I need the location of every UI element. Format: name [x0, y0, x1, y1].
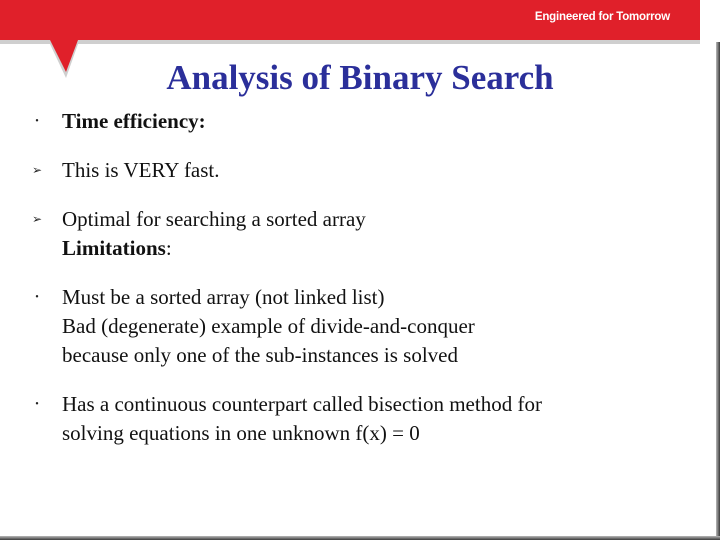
limitations-heading — [62, 234, 670, 263]
right-shadow-edge — [716, 42, 720, 540]
bullet-text: because only one of the sub-instances is solved — [62, 343, 458, 367]
bullet-text: This is VERY fast. — [62, 158, 220, 182]
bullet-bisection-method — [30, 390, 670, 448]
bullet-text: Optimal for searching a sorted array — [62, 207, 366, 231]
bullet-sorted-array-requirement — [30, 283, 670, 370]
dot-bullet-icon: • — [35, 292, 39, 303]
dot-bullet-icon: • — [35, 116, 39, 127]
arrow-bullet-icon: ➢ — [31, 212, 43, 226]
limitations-label: Limitations — [62, 236, 166, 260]
bottom-shadow-edge — [0, 536, 720, 540]
limitations-colon: : — [165, 236, 172, 260]
arrow-bullet-icon: ➢ — [31, 163, 43, 177]
bullet-text: Time efficiency: — [62, 109, 206, 133]
bullet-very-fast — [30, 156, 670, 185]
bullet-time-efficiency — [30, 107, 670, 136]
bullet-list — [30, 107, 670, 468]
bullet-optimal-sorted-array — [30, 205, 670, 263]
bullet-text: Has a continuous counterpart called bisection method for — [62, 392, 542, 416]
header-tagline: Engineered for Tomorrow — [534, 11, 670, 23]
dot-bullet-icon: • — [35, 399, 39, 410]
bullet-text: Bad (degenerate) example of divide-and-conquer — [62, 314, 475, 338]
bullet-text: Must be a sorted array (not linked list) — [62, 285, 385, 309]
slide-title: Analysis of Binary Search — [166, 58, 554, 97]
bullet-text: solving equations in one unknown f(x) = 0 — [62, 421, 420, 445]
